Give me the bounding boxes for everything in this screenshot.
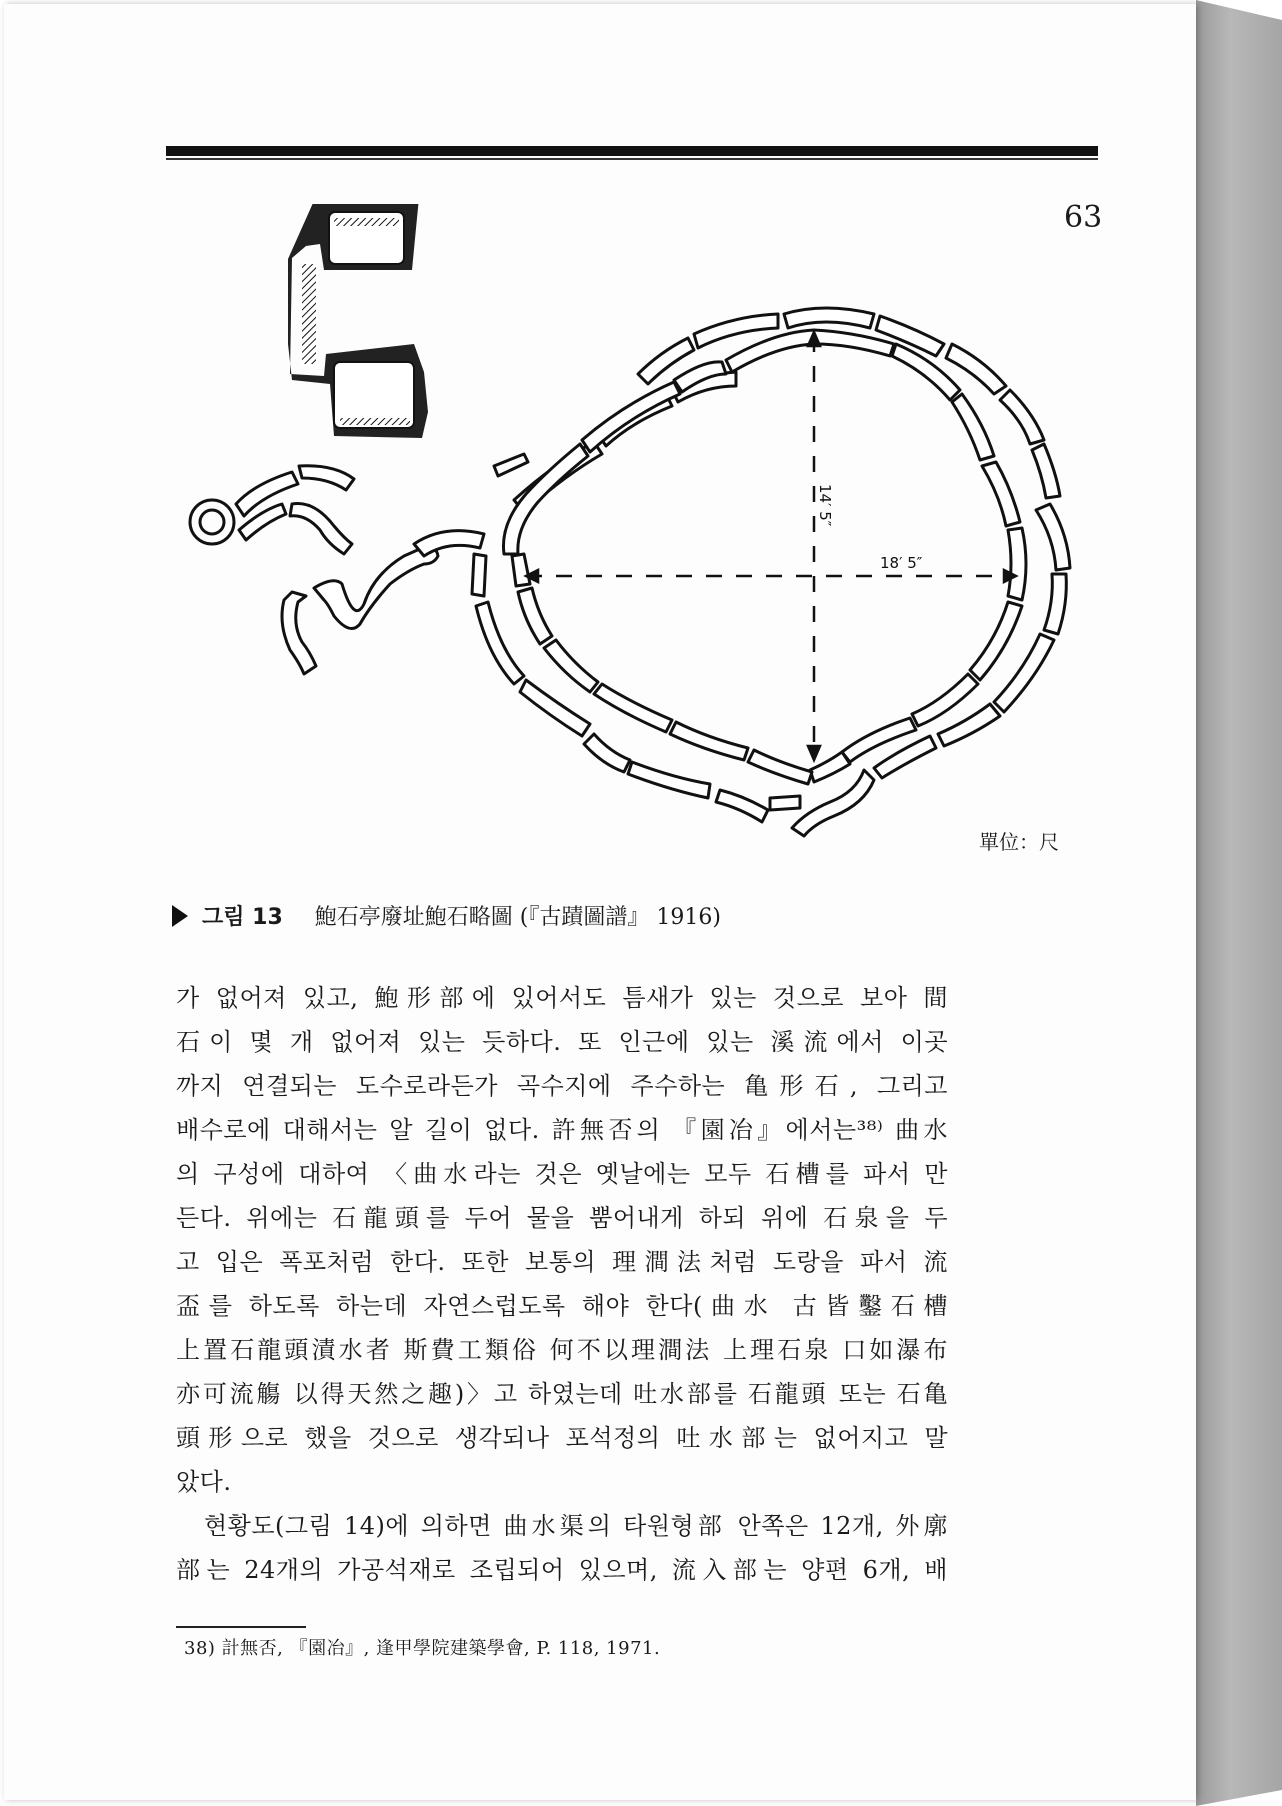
channel-inner-ring	[503, 330, 1026, 784]
body-line: 의 구성에 대하여 〈曲水라는 것은 옛날에는 모두 石槽를 파서 만	[176, 1160, 948, 1188]
header-rule	[166, 146, 1098, 156]
body-line: 頭形으로 했을 것으로 생각되나 포석정의 吐水部는 없어지고 말	[176, 1424, 948, 1452]
body-line: 고 입은 폭포처럼 한다. 또한 보통의 理澗法처럼 도랑을 파서 流	[176, 1248, 948, 1276]
body-line: 石이 몇 개 없어져 있는 듯하다. 또 인근에 있는 溪流에서 이곳	[176, 1028, 948, 1056]
dimension-vertical-label: 14′ 5″	[816, 484, 834, 527]
book-edge	[1196, 0, 1282, 1806]
body-line: 배수로에 대해서는 알 길이 없다. 許無否의 『園冶』에서는³⁸⁾ 曲水	[176, 1116, 948, 1144]
pavilion-foundation	[288, 204, 428, 438]
figure-caption-text: 鮑石亭廢址鮑石略圖 (『古蹟圖譜』 1916)	[314, 905, 721, 930]
body-line: 上置石龍頭漬水者 斯費工類俗 何不以理澗法 上理石泉 口如瀑布	[176, 1336, 948, 1364]
dimension-horizontal-label: 18′ 5″	[880, 554, 923, 572]
caption-triangle-icon	[172, 905, 188, 927]
body-line: 部는 24개의 가공석재로 조립되어 있으며, 流入部는 양편 6개, 배	[176, 1556, 948, 1584]
footnote-rule	[176, 1626, 306, 1628]
footnote: 38) 計無否, 『園冶』, 逢甲學院建築學會, P. 118, 1971.	[184, 1638, 661, 1659]
body-line: 든다. 위에는 石龍頭를 두어 물을 뿜어내게 하되 위에 石泉을 두	[176, 1204, 948, 1232]
book-page	[4, 4, 1196, 1800]
figure-number: 그림 13	[202, 905, 283, 930]
body-line: 盃를 하도록 하는데 자연스럽도록 해야 한다(曲水 古皆鑿石槽	[176, 1292, 948, 1320]
inlet-ring	[190, 500, 234, 544]
unit-label: 單位：尺	[979, 830, 1059, 854]
body-line: 았다.	[176, 1468, 232, 1496]
body-line: 가 없어져 있고, 鮑形部에 있어서도 틈새가 있는 것으로 보아 間	[176, 984, 948, 1012]
figure-13-diagram	[174, 204, 1094, 884]
body-line: 까지 연결되는 도수로라든가 곡수지에 주수하는 亀形石, 그리고	[176, 1072, 948, 1100]
inlet-channel	[236, 466, 484, 674]
body-text	[176, 976, 948, 1592]
page-number: 63	[1064, 200, 1103, 235]
body-line: 현황도(그림 14)에 의하면 曲水渠의 타원형部 안쪽은 12개, 外廓	[204, 1512, 948, 1540]
body-line: 亦可流觴 以得天然之趣)〉고 하였는데 吐水部를 石龍頭 또는 石亀	[176, 1380, 948, 1408]
figure-caption	[172, 900, 721, 931]
